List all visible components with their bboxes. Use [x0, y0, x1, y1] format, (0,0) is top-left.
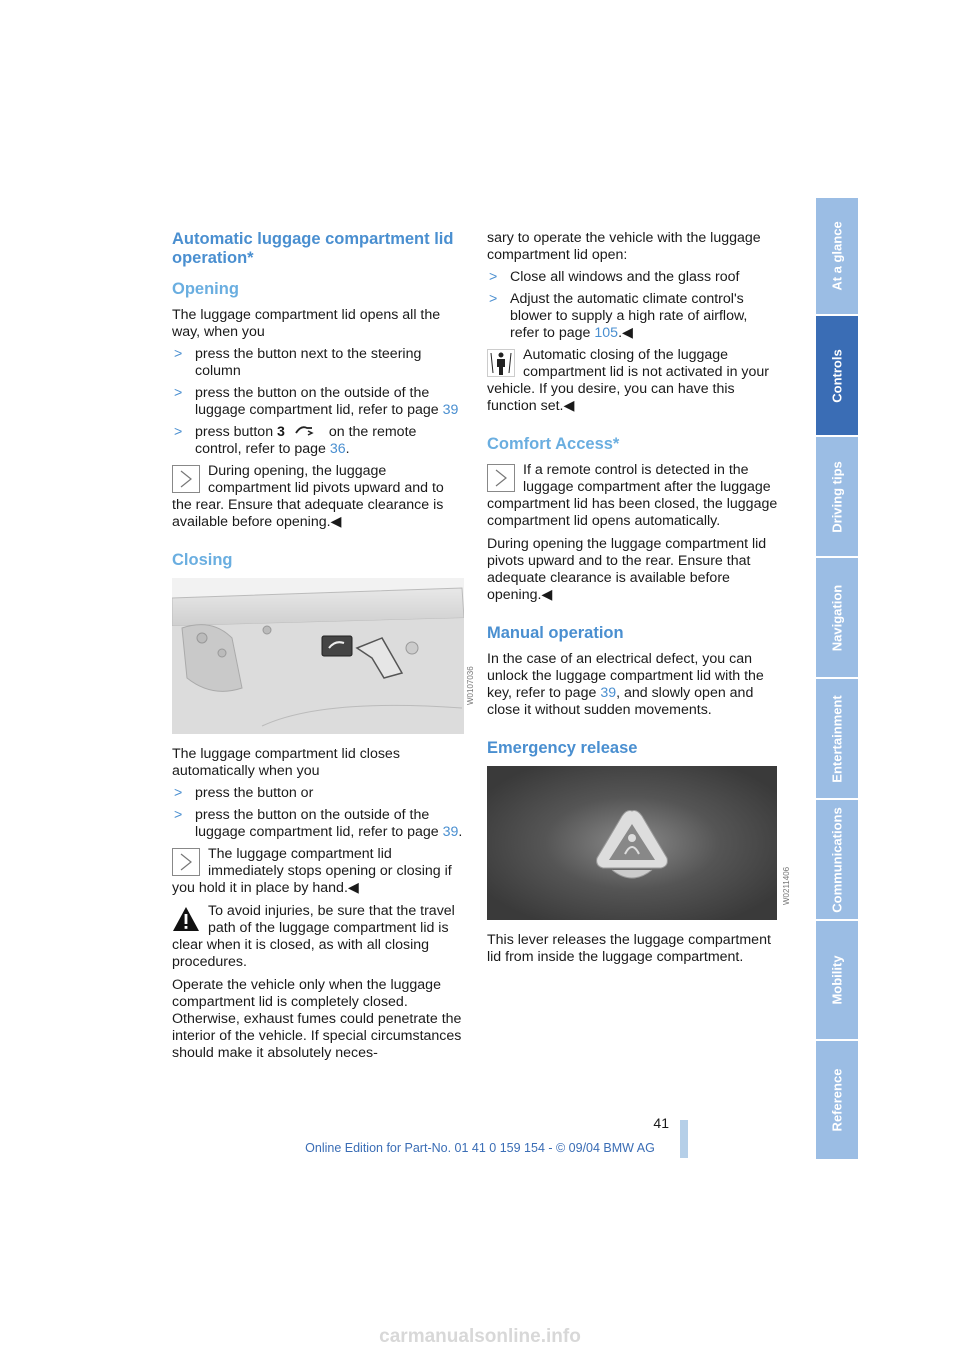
page-link[interactable]: 39 [600, 685, 617, 701]
right-column [487, 230, 779, 971]
opening-heading: Opening [172, 280, 239, 298]
manual-operation-text: In the case of an electrical defect, you can unlock the luggage compartment lid with the key, refer to page 39, and slowly open and close it without sudden movements. [487, 651, 764, 718]
tab-communications[interactable]: Communications [816, 800, 858, 919]
image-code: W0211406 [782, 866, 791, 905]
list-item: > press the button next to the steering column [174, 346, 422, 379]
note-icon [487, 464, 515, 492]
warning-icon [172, 905, 200, 933]
page-number: 41 [653, 1115, 669, 1131]
list-item: > press button 3 on the remote control, refer to page 36. [174, 424, 417, 457]
watermark: carmanualsonline.info [379, 1326, 581, 1347]
list-item: > press the button or [174, 785, 314, 801]
footer-edition: Online Edition for Part-No. 01 41 0 159 154 - © 09/04 BMW AG [305, 1141, 655, 1155]
tab-driving-tips[interactable]: Driving tips [816, 437, 858, 556]
page-link[interactable]: 36 [329, 441, 346, 457]
warning-continuation: Operate the vehicle only when the luggage compartment lid is completely closed. Otherwise, exhaust fumes could penetrate the interior of the vehicle. If special circumstances should make it absolutely neces- [172, 977, 462, 1061]
image-code: W0107036 [466, 666, 475, 705]
child-safety-note: Automatic closing of the luggage compartment lid is not activated in your vehicle. If you desire, you can have this function set.◀ [487, 347, 770, 414]
tab-controls[interactable]: Controls [816, 316, 858, 435]
note-icon [172, 848, 200, 876]
page-link[interactable]: 39 [442, 402, 459, 418]
closing-intro: The luggage compartment lid closes automatically when you [172, 746, 400, 779]
left-column [172, 230, 464, 1067]
list-item: > press the button on the outside of the luggage compartment lid, refer to page 39 [174, 385, 459, 418]
emergency-release-illustration [487, 766, 777, 920]
warning-block: To avoid injuries, be sure that the travel path of the luggage compartment lid is clear when it is closed, as with all closing procedures. [172, 903, 455, 970]
tab-at-a-glance[interactable]: At a glance [816, 198, 858, 314]
note-icon [172, 465, 200, 493]
emergency-release-heading: Emergency release [487, 739, 638, 757]
child-safety-icon [487, 349, 515, 377]
tab-reference[interactable]: Reference [816, 1041, 858, 1159]
list-item: > press the button on the outside of the luggage compartment lid, refer to page 39. [174, 807, 463, 840]
list-item: > Adjust the automatic climate control's blower to supply a high rate of airflow, refer to page 105.◀ [489, 291, 748, 341]
note-block: During opening, the luggage compartment lid pivots upward and to the rear. Ensure that adequate clearance is available before opening.◀ [172, 463, 444, 530]
closing-heading: Closing [172, 551, 233, 569]
section-title: Automatic luggage compartment lid operation* [172, 230, 454, 267]
closing-illustration [172, 578, 464, 734]
tab-entertainment[interactable]: Entertainment [816, 679, 858, 798]
tab-navigation[interactable]: Navigation [816, 558, 858, 677]
page-link[interactable]: 105 [594, 325, 619, 341]
manual-operation-heading: Manual operation [487, 624, 624, 642]
page-link[interactable]: 39 [442, 824, 459, 840]
tab-mobility[interactable]: Mobility [816, 921, 858, 1039]
list-item: > Close all windows and the glass roof [489, 269, 740, 285]
remote-trunk-icon [285, 424, 325, 441]
comfort-access-heading: Comfort Access* [487, 435, 620, 453]
continued-text: sary to operate the vehicle with the luggage compartment lid open: [487, 230, 761, 263]
emergency-release-text: This lever releases the luggage compartment lid from inside the luggage compartment. [487, 932, 771, 965]
opening-intro: The luggage compartment lid opens all the way, when you [172, 307, 441, 340]
note-block: If a remote control is detected in the luggage compartment after the luggage compartment lid has been closed, the luggage compartment lid opens automatically. [487, 462, 778, 529]
note-block: The luggage compartment lid immediately stops opening or closing if you hold it in place by hand.◀ [172, 846, 452, 896]
comfort-access-text: During opening the luggage compartment lid pivots upward and to the rear. Ensure that adequate clearance is available before opening.◀ [487, 536, 767, 603]
